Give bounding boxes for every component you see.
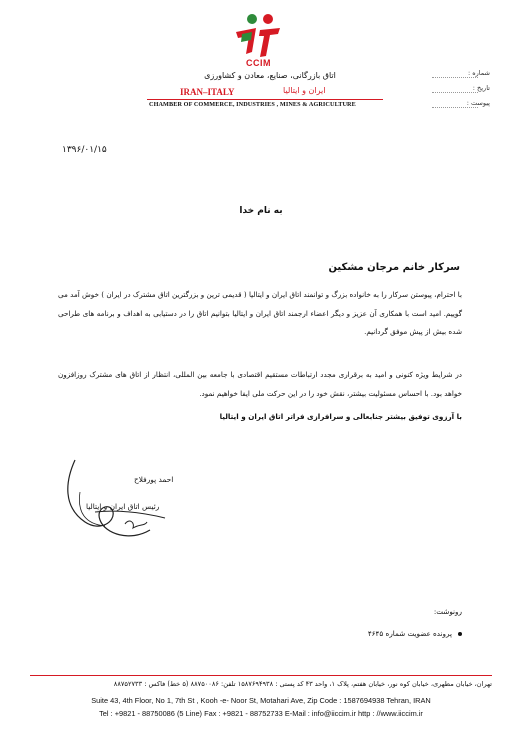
attachment-label: پیوست : — [466, 99, 490, 107]
footer-address-english: Suite 43, 4th Floor, No 1, 7th St , Kooh -e- Noor St, Motahari Ave, Zip Code : 1587694938 Tehran, IRAN — [91, 696, 431, 705]
org-name-persian: اتاق بازرگانی، صنایع، معادن و کشاورزی — [204, 71, 336, 80]
attachment-line — [432, 107, 478, 108]
basmala-heading: به نام خدا — [239, 206, 283, 216]
iran-italy-english: IRAN–ITALY — [180, 87, 235, 97]
cc-item-text: پرونده عضویت شماره ۴۶۴۵ — [367, 629, 452, 638]
bullet-icon — [458, 632, 462, 636]
letter-date-line — [432, 92, 478, 93]
letter-number-line — [432, 77, 478, 78]
footer-contact-english: Tel : +9821 - 88750086 (5 Line) Fax : +9821 - 88752733 E-Mail : info@iiccim.ir http : //www.iiccim.ir — [99, 709, 423, 718]
body-paragraph-2: در شرایط ویژه کنونی و امید به برقراری مجدد ارتباطات مستقیم اقتصادی با جامعه بین المللی، انتظار از اتاق های مشترک روزافزون خواهد بود. با احساس مسئولیت بیشتر، نقش خود را در این حرکت ملی ایفا خواهیم نمود. — [58, 370, 462, 398]
handwritten-date: ۱۳۹۶/۰۱/۱۵ — [62, 145, 107, 155]
ccim-logo — [222, 10, 292, 60]
header-divider — [147, 99, 383, 100]
signer-name: احمد پورفلاح — [134, 475, 174, 484]
body-paragraph-1: با احترام، پیوستن سرکار را به خانواده بزرگ و توانمند اتاق ایران و ایتالیا ( قدیمی ترین و بزرگترین اتاق مشترک در ایران ) خوش آمد می گوییم. امید است با همکاری آن عزیز و دیگر اعضاء ارجمند اتاق ایران و ایتالیا بتوانیم اتاق را در دستیابی به اهداف و برنامه های طراحی شده بیش از پیش موفق گردانیم. — [58, 290, 462, 336]
cc-list-item — [368, 629, 462, 638]
letter-date-label: تاریخ : — [472, 84, 490, 92]
cc-label: رونوشت: — [433, 607, 462, 616]
closing-line: با آرزوی توفیق بیشتر جنابعالی و سرافرازی فراتر اتاق ایران و ایتالیا — [219, 412, 462, 421]
salutation: سرکار خانم مرجان مشکین — [328, 262, 460, 273]
letter-number-label: شماره : — [468, 69, 490, 77]
chamber-name-english: CHAMBER OF COMMERCE, INDUSTRIES , MINES & AGRICULTURE — [149, 101, 356, 108]
brand-name: CCIM — [246, 58, 271, 68]
iran-italy-persian: ایران و ایتالیا — [283, 86, 326, 95]
signer-title: رئیس اتاق ایران و ایتالیا — [86, 502, 160, 511]
footer-divider — [30, 675, 492, 676]
footer-address-persian: تهران، خیابان مطهری، خیابان کوه نور، خیابان هفتم، پلاک ۱، واحد ۴۳ کد پستی : ۱۵۸۷۶۹۴۹۳۸ تلفن: ۸۸۷۵۰۰۸۶ (۵ خط) فاکس : ۸۸۷۵۲۷۳۳ — [113, 680, 492, 688]
